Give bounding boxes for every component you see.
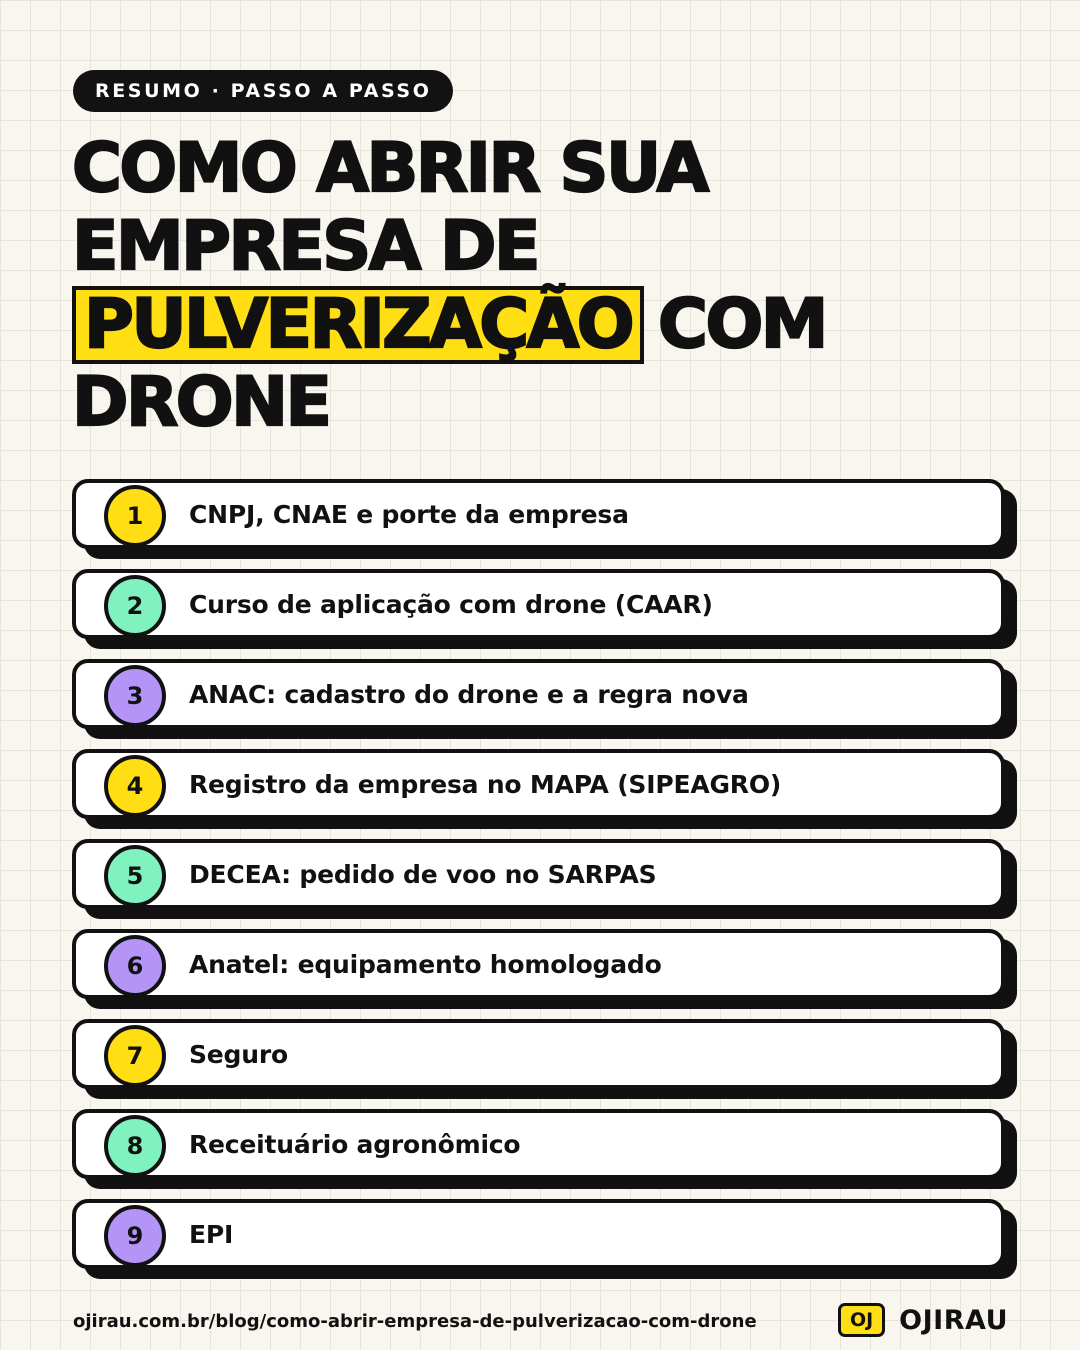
step-item [72, 1019, 1005, 1089]
footer-url-link[interactable]: ojirau.com.br/blog/como-abrir-empresa-de-pulverizacao-com-drone [73, 1311, 757, 1332]
title-line-3-rest: COM [658, 285, 826, 364]
category-badge: RESUMO · PASSO A PASSO [73, 70, 453, 112]
brand-mark-icon: OJ [838, 1303, 885, 1337]
title-line-3 [72, 286, 1032, 364]
step-label: EPI [189, 1219, 234, 1249]
title-line-2: EMPRESA DE [72, 207, 538, 286]
step-label: Seguro [189, 1039, 288, 1069]
steps-list [72, 479, 1018, 1289]
step-label: Anatel: equipamento homologado [189, 949, 662, 979]
title-line-1: COMO ABRIR SUA [72, 129, 707, 208]
brand-name: OJIRAU [899, 1304, 1008, 1336]
step-number-circle: 6 [104, 935, 166, 997]
step-number-circle: 1 [104, 485, 166, 547]
step-number-circle: 7 [104, 1025, 166, 1087]
step-number-circle: 2 [104, 575, 166, 637]
step-number-circle: 4 [104, 755, 166, 817]
step-item [72, 479, 1005, 549]
title-highlight: PULVERIZAÇÃO [72, 286, 644, 364]
step-label: ANAC: cadastro do drone e a regra nova [189, 679, 749, 709]
step-item [72, 569, 1005, 639]
step-item [72, 659, 1005, 729]
step-number-circle: 5 [104, 845, 166, 907]
step-number-circle: 3 [104, 665, 166, 727]
step-label: Receituário agronômico [189, 1129, 521, 1159]
step-item [72, 749, 1005, 819]
step-number-circle: 9 [104, 1205, 166, 1267]
step-item [72, 839, 1005, 909]
step-item [72, 929, 1005, 999]
step-item [72, 1109, 1005, 1179]
step-number-circle: 8 [104, 1115, 166, 1177]
step-label: Curso de aplicação com drone (CAAR) [189, 589, 713, 619]
step-label: CNPJ, CNAE e porte da empresa [189, 499, 629, 529]
step-label: Registro da empresa no MAPA (SIPEAGRO) [189, 769, 782, 799]
title-line-4: DRONE [72, 363, 330, 442]
page-title [72, 130, 1032, 442]
step-label: DECEA: pedido de voo no SARPAS [189, 859, 657, 889]
brand-logo [838, 1303, 1008, 1337]
step-item [72, 1199, 1005, 1269]
